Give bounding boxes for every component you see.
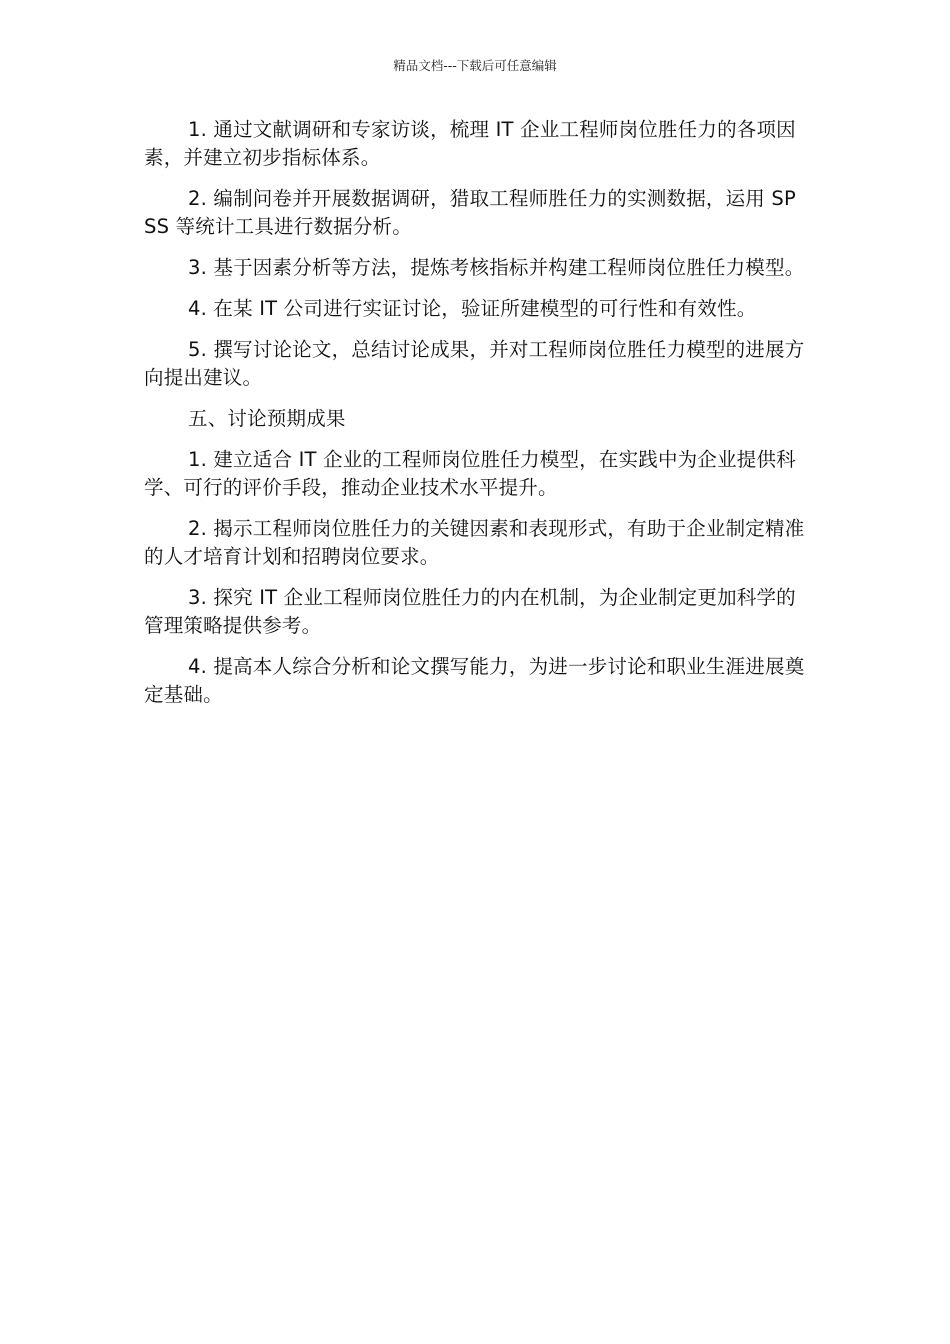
list-item-result-1: 1. 建立适合 IT 企业的工程师岗位胜任力模型，在实践中为企业提供科学、可行的评价手段，推动企业技术水平提升。 xyxy=(144,448,796,499)
list-item-method-2: 2. 编制问卷并开展数据调研，猎取工程师胜任力的实测数据，运用 SPSS 等统计工具进行数据分析。 xyxy=(144,187,796,238)
section-heading-expected-results: 五、讨论预期成果 xyxy=(188,407,346,430)
page-header: 精品文档---下载后可任意编辑 xyxy=(393,58,557,73)
list-item-result-4: 4. 提高本人综合分析和论文撰写能力，为进一步讨论和职业生涯进展奠定基础。 xyxy=(144,655,805,706)
list-item-method-1: 1. 通过文献调研和专家访谈，梳理 IT 企业工程师岗位胜任力的各项因素，并建立初步指标体系。 xyxy=(144,118,796,169)
document-body xyxy=(144,116,808,722)
list-item-method-3: 3. 基于因素分析等方法，提炼考核指标并构建工程师岗位胜任力模型。 xyxy=(188,256,805,279)
list-item-method-5: 5. 撰写讨论论文，总结讨论成果，并对工程师岗位胜任力模型的进展方向提出建议。 xyxy=(144,338,805,389)
list-item-method-4: 4. 在某 IT 公司进行实证讨论，验证所建模型的可行性和有效性。 xyxy=(188,297,757,320)
list-item-result-2: 2. 揭示工程师岗位胜任力的关键因素和表现形式，有助于企业制定精准的人才培育计划和招聘岗位要求。 xyxy=(144,517,805,568)
list-item-result-3: 3. 探究 IT 企业工程师岗位胜任力的内在机制，为企业制定更加科学的管理策略提供参考。 xyxy=(144,586,796,637)
